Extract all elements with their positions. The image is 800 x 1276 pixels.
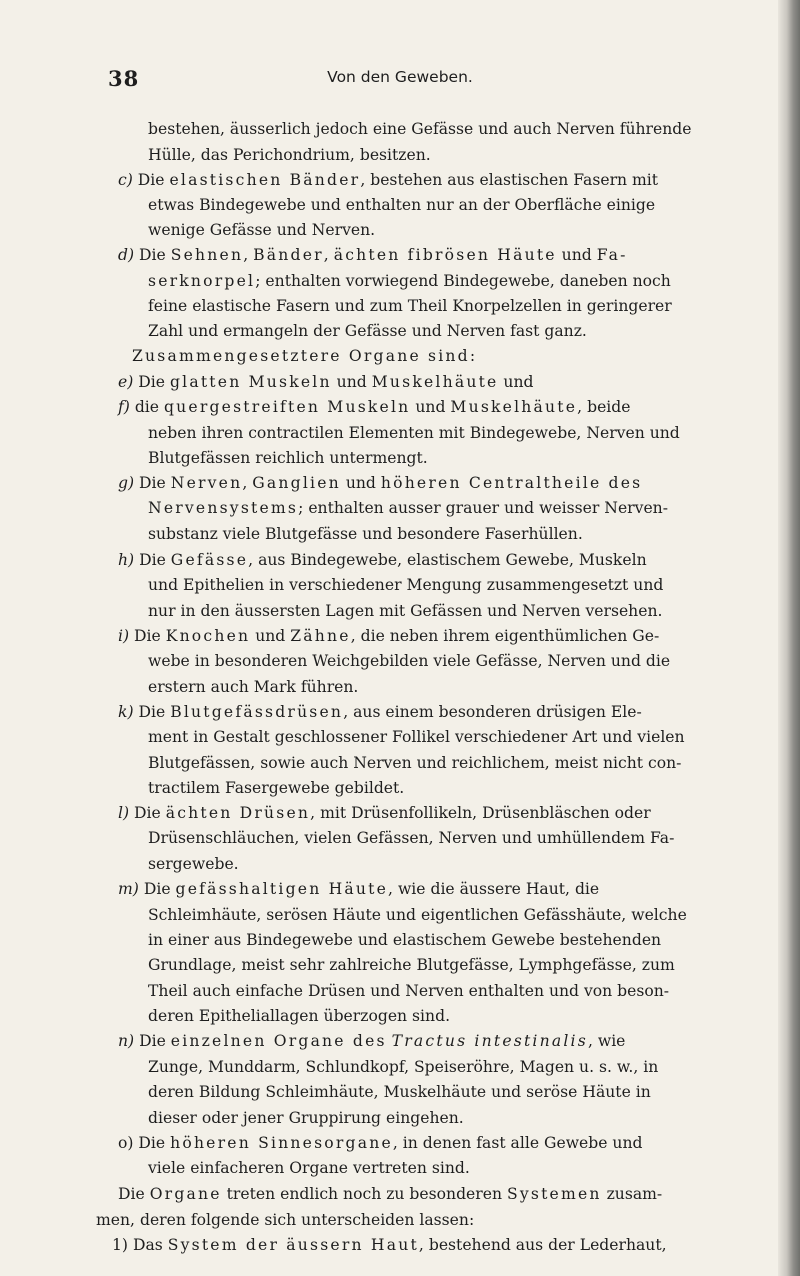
text-run: g): [118, 474, 140, 492]
text-line: [148, 1079, 651, 1105]
text-run: sergewebe.: [148, 855, 239, 873]
text-line: [118, 369, 534, 395]
text-run: Hülle, das Perichondrium, besitzen.: [148, 146, 431, 164]
text-run: Drüsenschläuchen, vielen Gefässen, Nerven und umhüllendem Fa-: [148, 829, 675, 847]
text-line: [148, 775, 404, 801]
text-run: elastischen Bänder: [169, 171, 361, 189]
text-line: [148, 674, 358, 700]
text-run: Bänder: [253, 246, 324, 264]
text-run: höheren Sinnesorgane: [170, 1134, 393, 1152]
text-run: etwas Bindegewebe und enthalten nur an der Oberfläche einige: [148, 196, 656, 214]
text-run: quergestreiften Muskeln: [163, 398, 411, 416]
text-line: [148, 217, 375, 243]
text-line: [148, 1054, 658, 1080]
text-line: [148, 192, 655, 218]
text-run: , mit Drüsenfollikeln, Drüsenbläschen oder: [310, 804, 651, 822]
text-line: [148, 648, 670, 674]
text-line: [148, 978, 669, 1004]
text-line: [148, 142, 431, 168]
text-run: Fa-: [596, 246, 628, 264]
text-run: viele einfacheren Organe vertreten sind.: [148, 1159, 470, 1177]
text-run: Ganglien: [252, 474, 341, 492]
text-line: [148, 1155, 470, 1181]
text-line: [118, 1130, 643, 1156]
text-run: Muskelhäute: [450, 398, 578, 416]
text-run: ,: [242, 474, 253, 492]
text-run: Tractus intestinalis: [391, 1032, 588, 1050]
text-line: [148, 445, 428, 471]
text-run: f): [118, 398, 135, 416]
text-run: Schleimhäute, serösen Häute und eigentlichen Gefässhäute, welche: [148, 906, 687, 924]
text-run: men, deren folgende sich unterscheiden lassen:: [96, 1211, 475, 1229]
text-run: Die: [137, 171, 170, 189]
text-run: l): [118, 804, 135, 822]
text-run: höheren Centraltheile des: [380, 474, 643, 492]
text-run: Die: [139, 1032, 171, 1050]
text-run: , in denen fast alle Gewebe und: [392, 1134, 643, 1152]
text-run: , aus Bindegewebe, elastischem Gewebe, Muskeln: [248, 551, 647, 569]
text-run: Blutgefässen reichlich untermengt.: [148, 449, 428, 467]
text-line: [148, 598, 662, 624]
text-line: [148, 724, 685, 750]
text-run: :: [469, 347, 476, 365]
running-title: Von den Geweben.: [327, 68, 473, 86]
text-run: d): [118, 246, 140, 264]
text-line: [148, 521, 583, 547]
text-run: und: [498, 373, 534, 391]
text-line: [118, 167, 658, 193]
text-run: Zähne: [290, 627, 351, 645]
text-run: Zahl und ermangeln der Gefässe und Nerven fast ganz.: [148, 322, 587, 340]
page-edge-shadow: [778, 0, 800, 1276]
text-line: [148, 318, 587, 344]
text-run: ächten fibrösen Häute: [333, 246, 557, 264]
text-run: ,: [323, 246, 334, 264]
text-run: glatten Muskeln: [169, 373, 332, 391]
text-run: Knochen: [165, 627, 251, 645]
text-line: [118, 470, 642, 496]
text-line: [118, 699, 642, 725]
text-run: treten endlich noch zu besonderen: [221, 1185, 507, 1203]
text-run: Muskelhäute: [371, 373, 499, 391]
text-run: , wie: [587, 1032, 626, 1050]
text-line: [118, 800, 651, 826]
text-run: c): [118, 171, 138, 189]
text-run: System der äussern Haut: [167, 1236, 419, 1254]
text-line: [148, 420, 680, 446]
text-run: Grundlage, meist sehr zahlreiche Blutgefässe, Lymphgefässe, zum: [148, 956, 675, 974]
text-run: Gefässe: [170, 551, 249, 569]
text-run: , bestehend aus der Lederhaut,: [418, 1236, 667, 1254]
text-run: gefässhaltigen Häute: [175, 880, 389, 898]
text-run: Die: [143, 880, 176, 898]
text-run: Die: [134, 804, 166, 822]
text-run: Sehnen: [170, 246, 244, 264]
text-run: Nervensystems: [148, 499, 299, 517]
text-run: ,: [243, 246, 254, 264]
text-line: [132, 343, 475, 369]
text-line: [148, 1003, 450, 1029]
text-run: e): [118, 373, 139, 391]
text-line: [148, 927, 661, 953]
text-run: neben ihren contractilen Elementen mit Bindegewebe, Nerven und: [148, 424, 680, 442]
text-run: , beide: [577, 398, 631, 416]
text-line: [96, 1207, 474, 1233]
text-run: die: [134, 398, 164, 416]
text-run: tractilem Fasergewebe gebildet.: [148, 779, 405, 797]
text-run: Die: [138, 373, 170, 391]
text-run: deren Bildung Schleimhäute, Muskelhäute und seröse Häute in: [148, 1083, 651, 1101]
page-number: 38: [108, 66, 140, 91]
text-run: o) Die: [118, 1134, 171, 1152]
text-line: [118, 623, 659, 649]
text-run: ment in Gestalt geschlossener Follikel verschiedener Art und vielen: [148, 728, 685, 746]
text-run: Systemen: [506, 1185, 602, 1203]
text-run: ; enthalten ausser grauer und weisser Nerven-: [298, 499, 668, 517]
text-line: [112, 1232, 667, 1258]
text-run: ; enthalten vorwiegend Bindegewebe, daneben noch: [255, 272, 671, 290]
text-run: erstern auch Mark führen.: [148, 678, 359, 696]
text-line: [118, 242, 628, 268]
text-run: Zusammengesetztere Organe sind: [132, 347, 470, 365]
text-line: [148, 293, 672, 319]
text-run: Die: [118, 1185, 150, 1203]
text-run: Die: [139, 246, 171, 264]
text-run: und: [340, 474, 381, 492]
text-run: n): [118, 1032, 140, 1050]
text-run: und Epithelien in verschiedener Mengung zusammengesetzt und: [148, 576, 664, 594]
text-line: [148, 750, 681, 776]
text-run: in einer aus Bindegewebe und elastischem Gewebe bestehenden: [148, 931, 662, 949]
text-line: [118, 394, 631, 420]
text-run: substanz viele Blutgefässe und besondere Faserhüllen.: [148, 525, 583, 543]
text-run: m): [118, 880, 144, 898]
text-run: Die: [138, 703, 171, 721]
text-run: serknorpel: [148, 272, 256, 290]
text-run: und: [410, 398, 451, 416]
text-run: bestehen, äusserlich jedoch eine Gefässe und auch Nerven führende: [148, 120, 692, 138]
text-run: , die neben ihrem eigenthümlichen Ge-: [350, 627, 660, 645]
text-run: , bestehen aus elastischen Fasern mit: [360, 171, 659, 189]
text-run: und: [250, 627, 291, 645]
text-line: [148, 952, 675, 978]
text-run: , wie die äussere Haut, die: [388, 880, 600, 898]
text-run: Nerven: [170, 474, 243, 492]
text-run: Die: [139, 551, 171, 569]
text-line: [118, 547, 647, 573]
text-line: [148, 116, 691, 142]
text-run: Blutgefässdrüsen: [170, 703, 344, 721]
text-line: [148, 902, 687, 928]
text-line: [148, 495, 668, 521]
text-run: einzelnen Organe des: [170, 1032, 387, 1050]
text-line: [118, 1181, 662, 1207]
text-run: Die: [139, 474, 171, 492]
text-run: , aus einem besonderen drüsigen Ele-: [343, 703, 642, 721]
text-run: feine elastische Fasern und zum Theil Knorpelzellen in geringerer: [148, 297, 672, 315]
text-line: [148, 825, 674, 851]
text-run: h): [118, 551, 140, 569]
text-run: und: [556, 246, 597, 264]
text-run: Organe: [149, 1185, 222, 1203]
text-run: k): [118, 703, 139, 721]
text-run: dieser oder jener Gruppirung eingehen.: [148, 1109, 464, 1127]
text-run: deren Epitheliallagen überzogen sind.: [148, 1007, 451, 1025]
text-run: wenige Gefässe und Nerven.: [148, 221, 376, 239]
text-run: zusam-: [601, 1185, 663, 1203]
text-run: Zunge, Munddarm, Schlundkopf, Speiseröhre, Magen u. s. w., in: [148, 1058, 659, 1076]
text-run: Die: [134, 627, 166, 645]
text-run: Theil auch einfache Drüsen und Nerven enthalten und von beson-: [148, 982, 670, 1000]
text-line: [118, 876, 599, 902]
text-run: nur in den äussersten Lagen mit Gefässen und Nerven versehen.: [148, 602, 663, 620]
text-run: 1) Das: [112, 1236, 168, 1254]
text-line: [118, 1028, 625, 1054]
text-run: webe in besonderen Weichgebilden viele Gefässe, Nerven und die: [148, 652, 671, 670]
text-line: [148, 572, 663, 598]
text-run: Blutgefässen, sowie auch Nerven und reichlichem, meist nicht con-: [148, 754, 682, 772]
text-line: [148, 851, 239, 877]
text-run: und: [331, 373, 372, 391]
text-run: ächten Drüsen: [165, 804, 311, 822]
text-line: [148, 268, 671, 294]
text-line: [148, 1105, 464, 1131]
text-run: i): [118, 627, 135, 645]
